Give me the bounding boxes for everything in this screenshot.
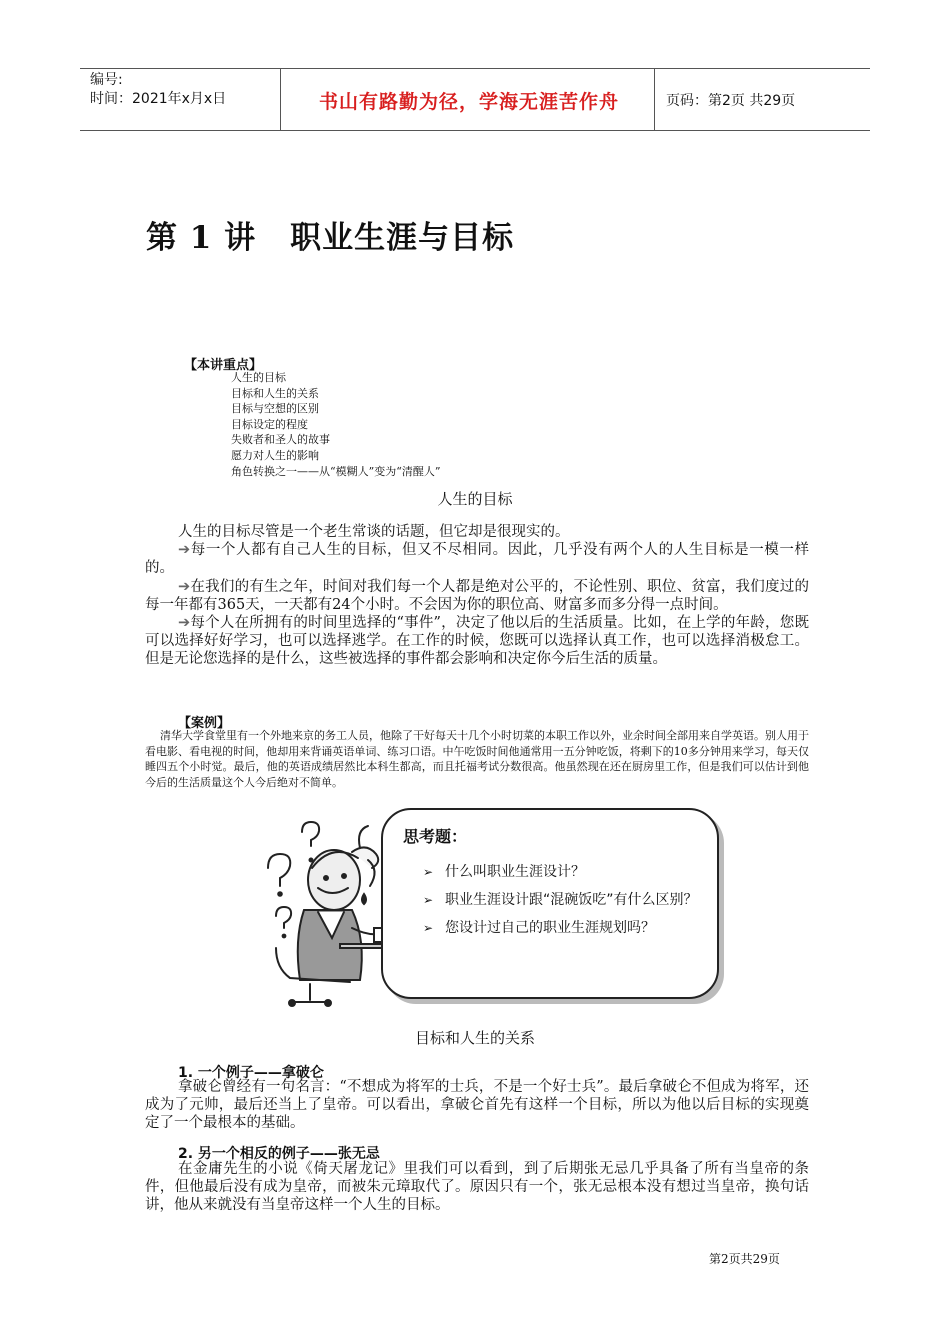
paragraph-text: 每个人在所拥有的时间里选择的“事件”，决定了他以后的生活质量。比如，在上学的年龄，您既可以选择好好学习，也可以选择逃学。在工作的时候，您既可以选择认真工作，也可以选择消极怠工。但是无论您选择的是什么，这些被选择的事件都会影响和决定你今后生活的质量。 <box>145 615 809 668</box>
list-item <box>423 858 703 886</box>
arrow-right-icon: ➔ <box>178 578 191 595</box>
paragraph <box>145 614 809 669</box>
arrow-right-icon: ➔ <box>178 542 191 559</box>
paragraph: 人生的目标尽管是一个老生常谈的话题，但它却是很现实的。 <box>178 524 570 540</box>
section-body <box>145 523 809 669</box>
key-points-list <box>231 370 441 479</box>
question-list <box>423 858 703 942</box>
list-item: 愿力对人生的影响 <box>231 448 319 462</box>
subsection-heading: 1. 一个例子——拿破仑 <box>178 1065 324 1081</box>
bullet-arrow-icon: ➢ <box>423 893 434 907</box>
list-item: 目标与空想的区别 <box>231 402 319 416</box>
question-text: 什么叫职业生涯设计？ <box>445 864 585 880</box>
date-label: 时间：2021年x月x日 <box>90 91 227 107</box>
section-body <box>145 1160 809 1215</box>
list-item <box>423 886 703 914</box>
question-text: 职业生涯设计跟“混碗饭吃”有什么区别？ <box>445 892 698 908</box>
header-page-label: 页码：第2页 共29页 <box>666 93 796 109</box>
list-item: 失败者和圣人的故事 <box>231 433 330 447</box>
paragraph <box>145 578 809 614</box>
list-item: 目标和人生的关系 <box>231 386 319 400</box>
case-heading: 【案例】 <box>178 716 231 731</box>
paragraph: 在金庸先生的小说《倚天屠龙记》里我们可以看到，到了后期张无忌几乎具备了所有当皇帝的条件，但他最后没有成为皇帝，而被朱元璋取代了。原因只有一个，张无忌根本没有想过当皇帝，换句话讲，他从来就没有当皇帝这样一个人生的目标。 <box>145 1161 809 1214</box>
think-box-title: 思考题： <box>403 827 468 846</box>
paragraph-text: 每一个人都有自己人生的目标，但又不尽相同。因此，几乎没有两个人的人生目标是一模一样的。 <box>145 542 809 577</box>
section-body <box>145 1078 809 1133</box>
case-body <box>145 728 809 790</box>
list-item: 角色转换之一——从“模糊人”变为“清醒人” <box>231 464 441 478</box>
header-motto: 书山有路勤为径，学海无涯苦作舟 <box>318 91 619 113</box>
header-meta <box>90 71 226 109</box>
list-item <box>423 914 703 942</box>
list-item: 人生的目标 <box>231 371 286 384</box>
case-text: 清华大学食堂里有一个外地来京的务工人员，他除了干好每天十几个小时切菜的本职工作以外，业余时间全部用来自学英语。别人用于看电影、看电视的时间，他却用来背诵英语单词、练习口语。中午吃饭时间他通常用一五分钟吃饭，将剩下的10多分钟用来学习，每天仅睡四五个小时觉。最后，他的英语成绩居然比本科生都高，而且托福考试分数很高。他虽然现在还在厨房里工作，但是我们可以估计到他今后的生活质量这个人今后绝对不简单。 <box>145 729 809 789</box>
think-questions-box <box>381 808 719 999</box>
list-item: 目标设定的程度 <box>231 417 308 431</box>
bullet-arrow-icon: ➢ <box>423 865 434 879</box>
lecture-name: 职业生涯与目标 <box>290 220 515 256</box>
paragraph <box>145 541 809 577</box>
subsection-heading: 2. 另一个相反的例子——张无忌 <box>178 1146 380 1162</box>
bullet-arrow-icon: ➢ <box>423 921 434 935</box>
section-heading: 目标和人生的关系 <box>414 1029 535 1047</box>
code-label: 编号: <box>90 72 123 88</box>
lecture-number: 第 1 讲 <box>146 220 257 256</box>
paragraph-text: 在我们的有生之年，时间对我们每一个人都是绝对公平的，不论性别、职位、贫富，我们度过的每一年都有365天，一天都有24个小时。不会因为你的职位高、财富多而多分得一点时间。 <box>145 578 809 613</box>
page-title <box>146 212 514 257</box>
question-text: 您设计过自己的职业生涯规划吗？ <box>445 920 655 936</box>
arrow-right-icon: ➔ <box>178 615 191 632</box>
paragraph: 拿破仑曾经有一句名言：“不想成为将军的士兵，不是一个好士兵”。最后拿破仑不但成为将军，还成为了元帅，最后还当上了皇帝。可以看出，拿破仑首先有这样一个目标，所以为他以后目标的实现奠定了一个最根本的基础。 <box>145 1079 809 1132</box>
page-footer: 第2页共29页 <box>709 1252 780 1266</box>
key-points-heading: 【本讲重点】 <box>184 358 263 373</box>
page-header <box>80 68 870 131</box>
section-heading: 人生的目标 <box>437 490 513 508</box>
header-divider <box>280 69 281 130</box>
